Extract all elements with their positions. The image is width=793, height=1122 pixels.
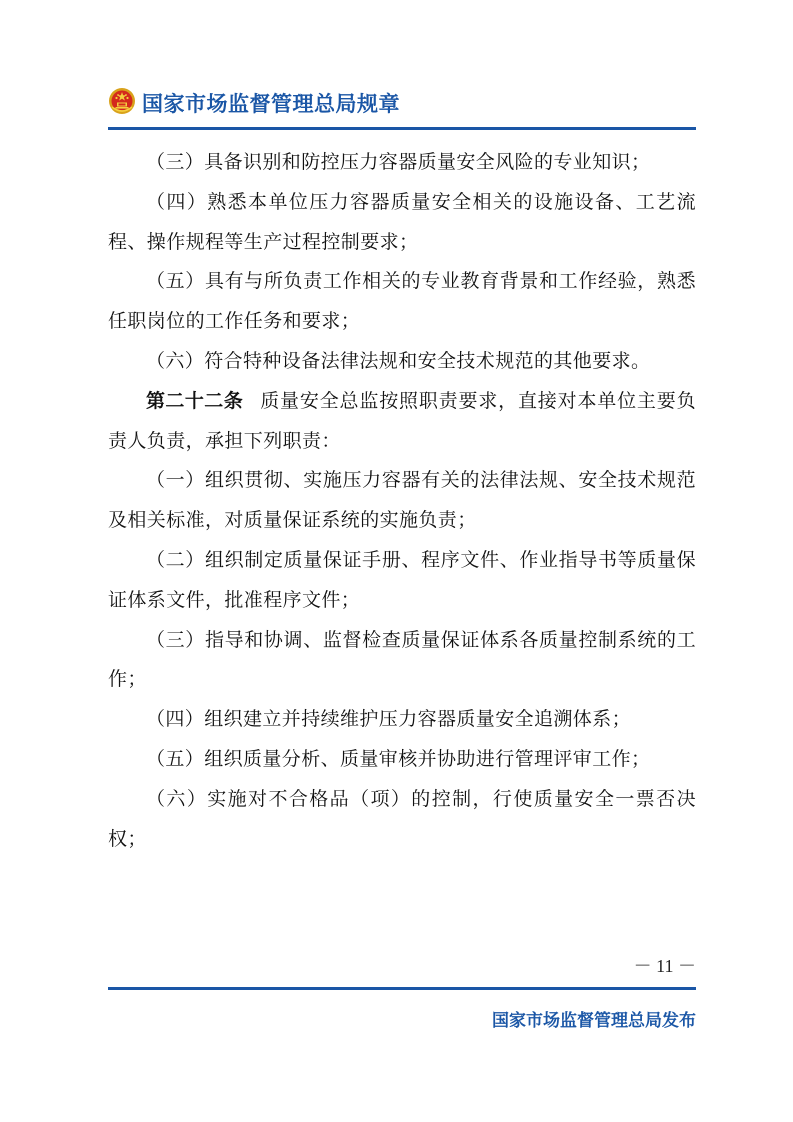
clause-text: （六）实施对不合格品（项）的控制，行使质量安全一票否决权； — [108, 787, 696, 850]
clause-text: （二）组织制定质量保证手册、程序文件、作业指导书等质量保证体系文件，批准程序文件； — [108, 548, 696, 611]
paragraph — [108, 700, 696, 740]
paragraph — [108, 740, 696, 780]
header-title: 国家市场监督管理总局规章 — [142, 92, 400, 116]
paragraph — [108, 541, 696, 621]
paragraph — [108, 621, 696, 701]
paragraph — [108, 183, 696, 263]
clause-text: （四）熟悉本单位压力容器质量安全相关的设施设备、工艺流程、操作规程等生产过程控制要求； — [108, 190, 696, 253]
paragraph — [108, 780, 696, 860]
header-divider — [108, 127, 696, 130]
footer-publisher: 国家市场监督管理总局发布 — [492, 1011, 696, 1031]
paragraph — [108, 143, 696, 183]
paragraph — [108, 262, 696, 342]
paragraph — [108, 342, 696, 382]
article-number: 第二十二条 — [146, 389, 244, 412]
clause-text: （三）具备识别和防控压力容器质量安全风险的专业知识； — [146, 151, 651, 173]
footer-divider — [108, 987, 696, 990]
clause-text: （三）指导和协调、监督检查质量保证体系各质量控制系统的工作； — [108, 628, 696, 691]
national-emblem-icon — [108, 87, 136, 115]
clause-text: （五）组织质量分析、质量审核并协助进行管理评审工作； — [146, 747, 651, 770]
clause-text: （四）组织建立并持续维护压力容器质量安全追溯体系； — [146, 708, 632, 731]
article-paragraph — [108, 382, 696, 462]
document-body — [108, 143, 696, 859]
clause-text: （一）组织贯彻、实施压力容器有关的法律法规、安全技术规范及相关标准，对质量保证系统的实施负责； — [108, 469, 696, 532]
page-header — [108, 85, 696, 125]
paragraph — [108, 461, 696, 541]
page-number: － 11 － — [633, 956, 696, 976]
clause-text: （六）符合特种设备法律法规和安全技术规范的其他要求。 — [146, 349, 651, 372]
clause-text: （五）具有与所负责工作相关的专业教育背景和工作经验，熟悉任职岗位的工作任务和要求； — [108, 270, 696, 333]
article-text: 质量安全总监按照职责要求，直接对本单位主要负责人负责，承担下列职责： — [108, 389, 696, 452]
